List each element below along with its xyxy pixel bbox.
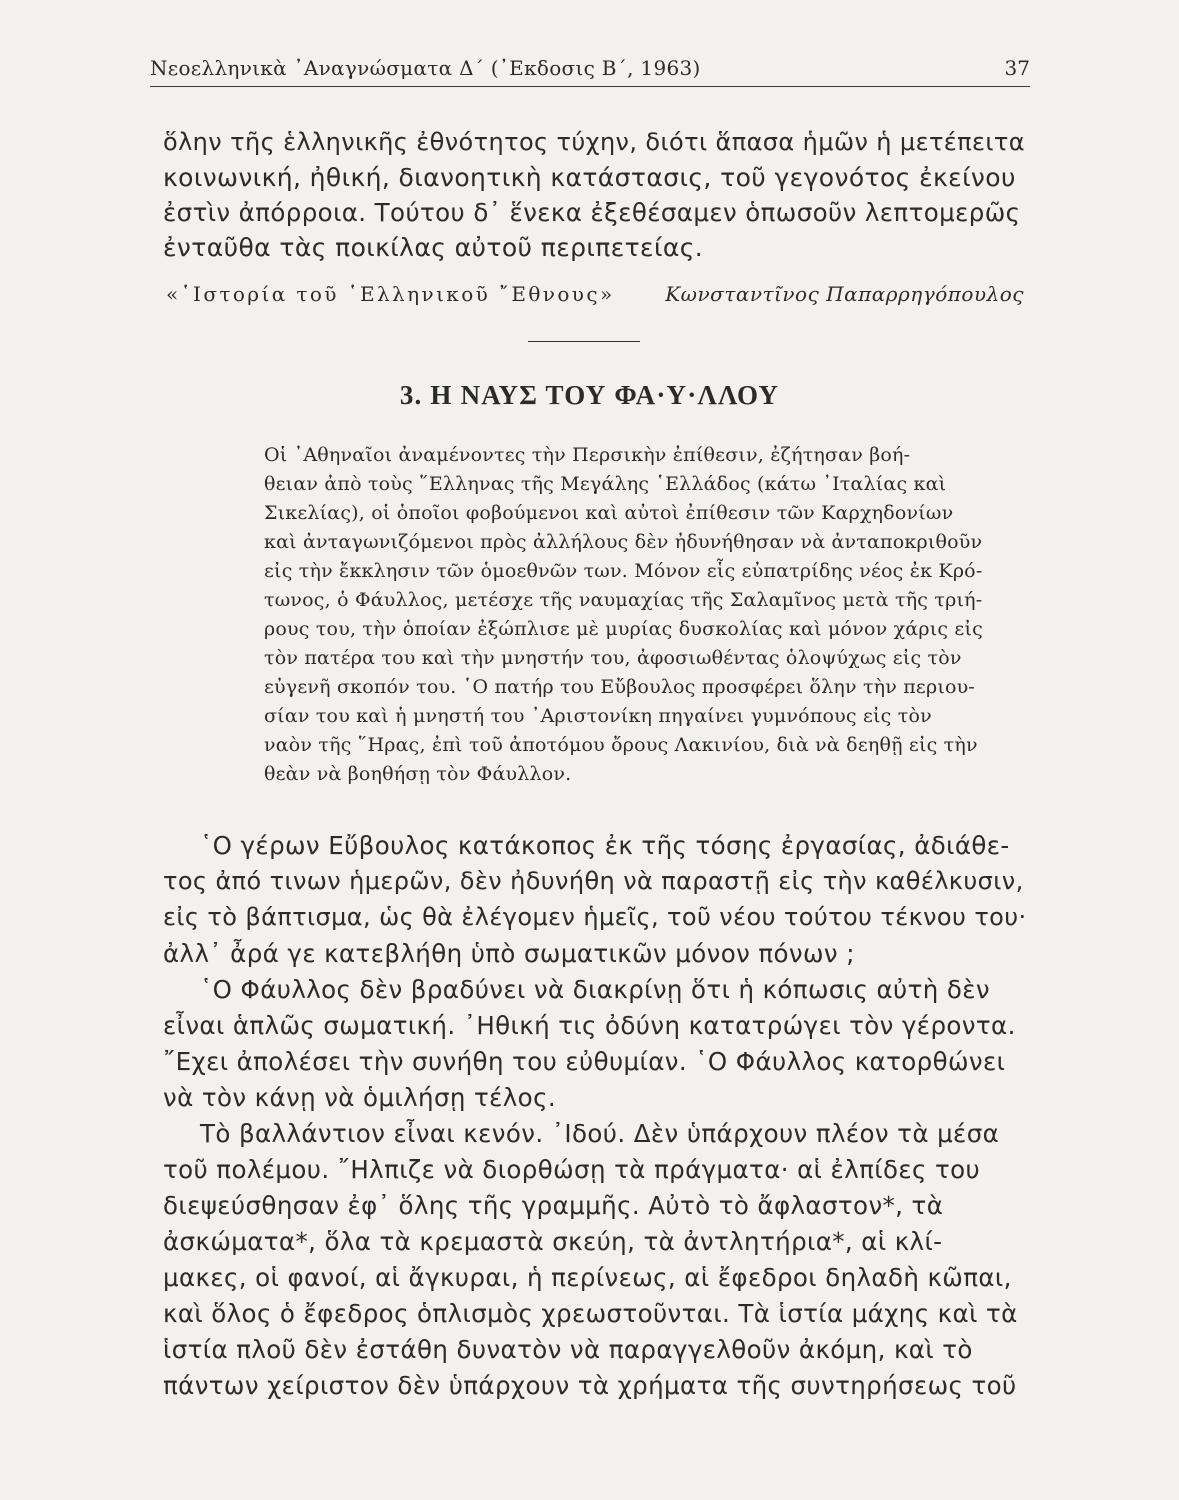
text-line: ἱστία πλοῦ δὲν ἐστάθη δυνατὸν νὰ παραγγελθοῦν ἀκόμη, καὶ τὸ (163, 1335, 973, 1364)
text-line: εἶναι ἁπλῶς σωματική. ᾿Ηθική τις ὀδύνη κατατρώγει τὸν γέροντα. (163, 1011, 1016, 1040)
summary-line: τὸν πατέρα του καὶ τὴν μνηστήν του, ἀφοσιωθέντας ὁλοψύχως εἰς τὸν (264, 647, 962, 669)
page-number: 37 (1004, 56, 1030, 80)
summary-line: Οἱ ᾿Αθηναῖοι ἀναμένοντες τὴν Περσικὴν ἐπίθεσιν, ἐζήτησαν βοή- (264, 444, 911, 466)
summary-line: σίαν του καὶ ἡ μνηστή του ᾿Αριστονίκη πηγαίνει γυμνόπους εἰς τὸν (264, 705, 932, 727)
source-author: Κωνσταντῖνος Παπαρρηγόπουλος (665, 282, 1024, 306)
text-line: ἐστὶν ἀπόρροια. Τούτου δ᾿ ἕνεκα ἐξεθέσαμεν ὁπωσοῦν λεπτομερῶς (163, 198, 1021, 227)
section-heading: 3. Η ΝΑΥΣ ΤΟΥ ΦΑ·Υ·ΛΛΟΥ (399, 380, 780, 410)
text-line: ἀσκώματα*, ὅλα τὰ κρεμαστὰ σκεύη, τὰ ἀντλητήρια*, αἱ κλί- (163, 1227, 943, 1256)
running-title: Νεοελληνικὰ ᾿Αναγνώσματα Δ΄ (᾿Εκδοσις Β΄, 1963) (150, 56, 701, 80)
summary-line: Σικελίας), οἱ ὁποῖοι φοβούμενοι καὶ αὐτοὶ ἐπίθεσιν τῶν Καρχηδονίων (264, 502, 954, 524)
source-title: «῾Ιστορία τοῦ ῾Ελληνικοῦ ῎Εθνους» (166, 282, 615, 306)
text-line: πάντων χείριστον δὲν ὑπάρχουν τὰ χρήματα τῆς συντηρήσεως τοῦ (163, 1371, 1017, 1400)
summary-line: θεὰν νὰ βοηθήσῃ τὸν Φάυλλον. (264, 763, 572, 785)
text-line: ὅλην τῆς ἑλληνικῆς ἐθνότητος τύχην, διότι ἅπασα ἡμῶν ἡ μετέπειτα (163, 128, 1025, 156)
text-line: εἰς τὸ βάπτισμα, ὡς θὰ ἐλέγομεν ἡμεῖς, τοῦ νέου τούτου τέκνου του· (163, 903, 1027, 931)
text-line: νὰ τὸν κάνῃ νὰ ὁμιλήσῃ τέλος. (163, 1083, 557, 1112)
page-header (150, 50, 1030, 87)
summary-line: εὐγενῆ σκοπόν του. ῾Ο πατήρ του Εὔβουλος προσφέρει ὅλην τὴν περιου- (264, 676, 975, 698)
text-line: ῾Ο γέρων Εὔβουλος κατάκοπος ἐκ τῆς τόσης ἐργασίας, ἀδιάθε- (200, 831, 1010, 860)
summary-line: τωνος, ὁ Φάυλλος, μετέσχε τῆς ναυμαχίας τῆς Σαλαμῖνος μετὰ τῆς τριή- (264, 589, 983, 611)
summary-line: καὶ ἀνταγωνιζόμενοι πρὸς ἀλλήλους δὲν ἠδυνήθησαν νὰ ἀνταποκριθοῦν (264, 531, 983, 553)
text-line: μακες, οἱ φανοί, αἱ ἄγκυραι, ἡ περίνεως, αἱ ἔφεδροι δηλαδὴ κῶπαι, (163, 1263, 1012, 1292)
summary-line: ρους του, τὴν ὁποίαν ἐξώπλισε μὲ μυρίας δυσκολίας καὶ μόνον χάρις εἰς (264, 618, 983, 640)
text-line: ἐνταῦθα τὰς ποικίλας αὐτοῦ περιπετείας. (163, 233, 704, 262)
text-line: διεψεύσθησαν ἐφ᾿ ὅλης τῆς γραμμῆς. Αὐτὸ τὸ ἄφλαστον*, τὰ (163, 1191, 944, 1220)
text-line: ῾Ο Φάυλλος δὲν βραδύνει νὰ διακρίνῃ ὅτι ἡ κόπωσις αὐτὴ δὲν (200, 975, 990, 1004)
source-citation (166, 282, 1032, 306)
text-line: ἀλλ᾿ ἆρά γε κατεβλήθη ὑπὸ σωματικῶν μόνον πόνων ; (163, 939, 855, 968)
summary-line: ναὸν τῆς ῞Ηρας, ἐπὶ τοῦ ἀποτόμου ὄρους Λακινίου, διὰ νὰ δεηθῇ εἰς τὴν (264, 734, 978, 756)
text-line: ῎Εχει ἀπολέσει τὴν συνήθη του εὐθυμίαν. ῾Ο Φάυλλος κατορθώνει (163, 1047, 1006, 1076)
text-line: τος ἀπό τινων ἡμερῶν, δὲν ἠδυνήθη νὰ παραστῇ εἰς τὴν καθέλκυσιν, (163, 867, 1024, 895)
text-line: κοινωνική, ἠθική, διανοητικὴ κατάστασις, τοῦ γεγονότος ἐκείνου (163, 163, 1016, 192)
summary-line: θειαν ἀπὸ τοὺς ῞Ελληνας τῆς Μεγάλης ῾Ελλάδος (κάτω ᾿Ιταλίας καὶ (264, 473, 947, 495)
text-line: Τὸ βαλλάντιον εἶναι κενόν. ᾿Ιδού. Δὲν ὑπάρχουν πλέον τὰ μέσα (200, 1119, 1000, 1148)
text-line: τοῦ πολέμου. ῎Ηλπιζε νὰ διορθώσῃ τὰ πράγματα· αἱ ἐλπίδες του (163, 1155, 981, 1184)
section-divider (528, 341, 640, 342)
text-line: καὶ ὅλος ὁ ἔφεδρος ὁπλισμὸς χρεωστοῦνται. Τὰ ἱστία μάχης καὶ τὰ (163, 1299, 1018, 1328)
summary-line: εἰς τὴν ἔκκλησιν τῶν ὁμοεθνῶν των. Μόνον εἷς εὐπατρίδης νέος ἐκ Κρό- (264, 560, 983, 582)
